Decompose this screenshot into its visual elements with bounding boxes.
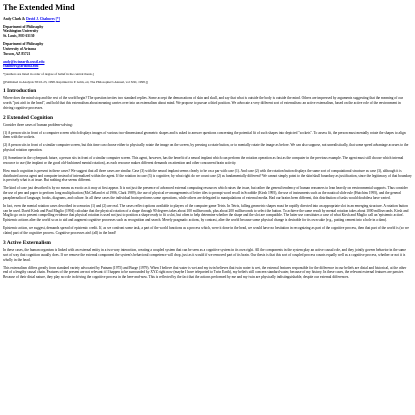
paragraph: Where does the mind stop and the rest of the world begin? The question invites two standard replies. Some accept the demarcations of skin and skull, and say that what is outside the body is outside the mind. Others are impressed by arguments suggesting that the meaning of our words "just ain't in the head", and hold that this externalism about meaning carries over into an externalism about mind. We propose to pursue a third position. We advocate a very different sort of externalism: an active externalism, based on the active role of the environment in driving cognitive processes. <box>3 96 403 110</box>
section-active-externalism <box>3 240 412 280</box>
paragraph: Consider three cases of human problem-solving: <box>3 122 73 127</box>
author-link-chalmers[interactable]: David J. Chalmers <box>26 16 55 21</box>
author-footnote-marker[interactable]: [*] <box>55 16 60 21</box>
section-heading: 1 Introduction <box>3 87 37 94</box>
section-heading: 3 Active Externalism <box>3 239 51 246</box>
paragraph: The kind of case just described is by no means as exotic as it may at first appear. It is not just the presence of advanced external computing resources which raises the issue, but rather the general tendency of human reasoners to lean heavily on environmental supports. Thus consider the use of pen and paper to perform long multiplication (McClelland et al 1986, Clark 1989), the use of physical re-arrangements of letter tiles to prompt word recall in Scrabble (Kirsh 1995), the use of instruments such as the nautical slide rule (Hutchins 1995), and the general paraphernalia of language, books, diagrams, and culture. In all these cases the individual brain performs some operations, while others are delegated to manipulations of external media. Had our brains been different, this distribution of tasks would doubtless have varied. <box>3 186 408 200</box>
document-page <box>3 3 412 283</box>
affiliation-1 <box>3 25 412 40</box>
affiliation-city: St. Louis, MO 63130 <box>3 34 35 39</box>
affiliation-dept: Department of Philosophy <box>3 42 44 47</box>
author-first: Andy Clark & <box>3 16 26 21</box>
paragraph: In these cases, the human organism is linked with an external entity in a two-way interaction, creating a coupled system that can be seen as a cognitive system in its own right. All the components in the system play an active causal role, and they jointly govern behavior in the same sort of way that cognition usually does. If we remove the external component the system's behavioral competence will drop, just as it would if we removed part of its brain. Our thesis is that this sort of coupled process counts equally well as a cognitive process, whether or not it is wholly in the head. <box>3 247 406 262</box>
email-link-chalmers[interactable]: chalmers@arizona.edu <box>3 64 39 69</box>
paragraph: (3) Sometime in the cyberpunk future, a person sits in front of a similar computer screen. This agent, however, has the benefit of a neural implant which can perform the rotation operation as fast as the computer in the previous example. The agent must still choose which internal resource to use (the implant or the good old-fashioned mental rotation), as each resource makes different demands on attention and other concurrent brain activity. <box>3 155 404 165</box>
paragraph: This externalism differs greatly from standard variety advocated by Putnam (1975) and Burge (1979). When I believe that water is wet and my twin believes that twin water is wet, the external features responsible for the difference in our beliefs are distal and historical, at the other end of a lengthy causal chain. Features of the present are not relevant: if I happen to be surrounded by XYZ right now (maybe I have teleported to Twin Earth), my beliefs still concern standard water, because of my history. In these cases, the relevant external features are passive. Because of their distal nature, they play no role in driving the cognitive process in the here-and-now. This is reflected by the fact that the actions performed by me and my twin are physically indistinguishable, despite our external differences. <box>3 265 407 280</box>
affiliation-2 <box>3 42 412 57</box>
paragraph: (2) A person sits in front of a similar computer screen, but this time can choose either to physically rotate the image on the screen, by pressing a rotate button, or to mentally rotate the image as before. We can also suppose, not unrealistically, that some speed advantage accrues to the physical rotation operation. <box>3 143 409 153</box>
affiliation-dept: Department of Philosophy <box>3 24 44 29</box>
email-block <box>3 60 412 70</box>
section-extended-cognition <box>3 115 412 236</box>
affiliation-univ: University of Arizona <box>3 46 36 51</box>
footnote-author-order: *[Authors are listed in order of degree of belief in the central thesis.] <box>3 72 94 77</box>
section-introduction <box>3 88 412 111</box>
paragraph: In fact, even the mental rotation cases described in scenarios (1) and (2) are real. The cases reflect options available to players of the computer game Tetris. In Tetris, falling geometric shapes must be rapidly directed into an appropriate slot in an emerging structure. A rotation button can be used. David Kirsh and Paul Maglio (1994) calculate that the physical rotation of a shape through 90 degrees takes about 100 milliseconds, plus about 200 milliseconds to select the button. To achieve the same result by mental rotation takes about 1000 milliseconds. Kirsh and Maglio go on to present compelling evidence that physical rotation is used not just to position a shape ready to fit a slot, but often to help determine whether the shape and the slot are compatible. The latter use constitutes a case of what Kirsh and Maglio call an 'epistemic action'. Epistemic actions alter the world so as to aid and augment cognitive processes such as recognition and search. Merely pragmatic actions, by contrast, alter the world because some physical change is desirable for its own sake (e.g., putting cement into a hole in a dam). <box>3 203 409 223</box>
affiliation-city: Tucson, AZ 85721 <box>3 51 31 56</box>
affiliation-univ: Washington University <box>3 29 39 34</box>
page-title: The Extended Mind <box>3 3 75 12</box>
email-link-clark[interactable]: andy@twinearth.wustl.edu <box>3 59 45 64</box>
paragraph: Epistemic action, we suggest, demands spread of epistemic credit. If, as we confront some task, a part of the world functions as a process which, were it done in the head, we would have no hesitation in recognizing as part of the cognitive process, then that part of the world is (so we claim) part of the cognitive process. Cognitive processes ain't (all) in the head! <box>3 226 409 235</box>
footnote-published: [[Published in Analysis 58:10-23, 1998. Reprinted in P. Grim, ed, The Philosopher's Annual, vol XXI, 1998.]] <box>3 79 148 84</box>
section-heading: 2 Extended Cognition <box>3 114 54 121</box>
paragraph: (1) A person sits in front of a computer screen which displays images of various two-dimensional geometric shapes and is asked to answer questions concerning the potential fit of such shapes into depicted "sockets". To assess fit, the person must mentally rotate the shapes to align them with the sockets. <box>3 130 406 140</box>
author-line <box>3 17 412 22</box>
paragraph: How much cognition is present in these cases? We suggest that all three cases are similar. Case (3) with the neural implant seems clearly to be on a par with case (1). And case (2) with the rotation button displays the same sort of computational structure as case (3), although it is distributed across agent and computer instead of internalized within the agent. If the rotation in case (3) is cognitive, by what right do we count case (2) as fundamentally different? We cannot simply point to the skin/skull boundary as justification, since the legitimacy of that boundary is precisely what is at issue. But nothing else seems different. <box>3 168 412 183</box>
